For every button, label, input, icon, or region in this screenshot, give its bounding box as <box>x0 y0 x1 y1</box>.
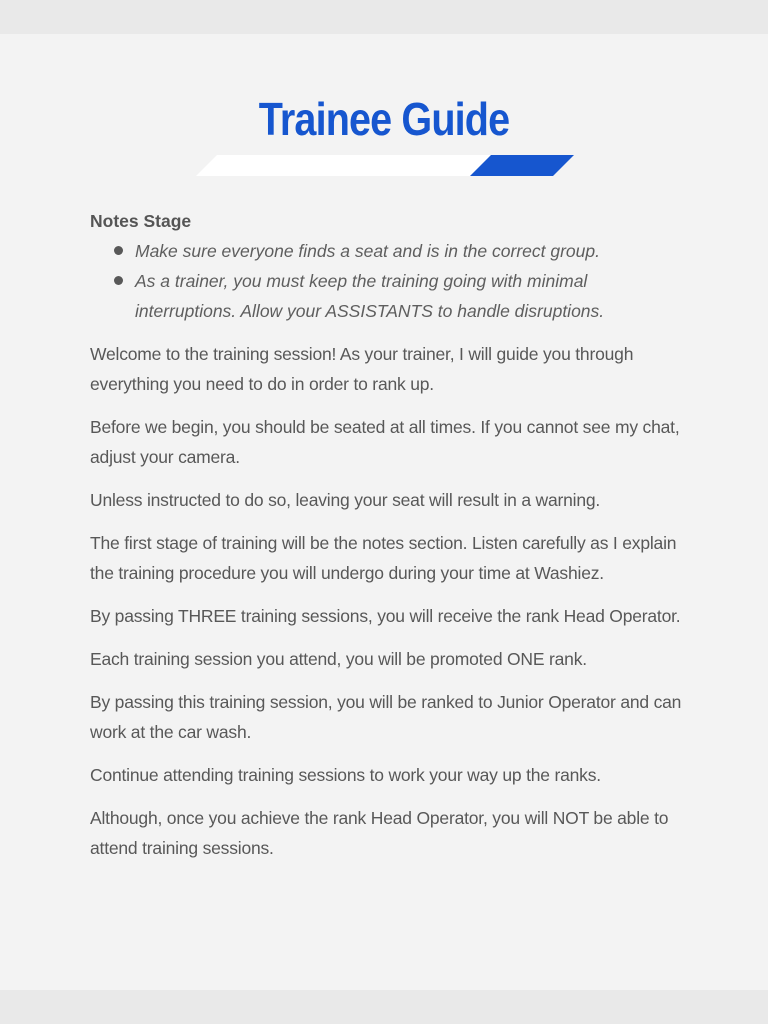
list-item <box>90 236 690 266</box>
note-text: As a trainer, you must keep the training going with minimal interruptions. Allow your ASSISTANTS to handle disruptions. <box>135 271 605 321</box>
bullet-icon <box>114 276 123 285</box>
paragraph-seating: Before we begin, you should be seated at all times. If you cannot see my chat, adjust your camera. <box>90 417 680 467</box>
bullet-icon <box>114 246 123 255</box>
notes-heading: Notes Stage <box>90 211 192 231</box>
paragraph-promotion: Each training session you attend, you will be promoted ONE rank. <box>90 649 587 669</box>
paragraph-continue: Continue attending training sessions to work your way up the ranks. <box>90 765 601 785</box>
list-item <box>90 266 690 326</box>
title-underline-decoration <box>196 155 574 176</box>
underline-light-segment <box>196 155 491 176</box>
paragraph-notes-section: The first stage of training will be the notes section. Listen carefully as I explain the training procedure you will undergo during your time at Washiez. <box>90 533 677 583</box>
document-page <box>0 34 768 990</box>
page-title: Trainee Guide <box>258 93 510 145</box>
guide-content <box>90 206 690 876</box>
paragraph-welcome: Welcome to the training session! As your trainer, I will guide you through everything you need to do in order to rank up. <box>90 344 634 394</box>
paragraph-junior-operator: By passing this training session, you will be ranked to Junior Operator and can work at the car wash. <box>90 692 682 742</box>
notes-list <box>90 236 690 326</box>
note-text: Make sure everyone finds a seat and is in the correct group. <box>135 241 600 261</box>
paragraph-head-operator: Although, once you achieve the rank Head Operator, you will NOT be able to attend training sessions. <box>90 808 669 858</box>
paragraph-three-sessions: By passing THREE training sessions, you will receive the rank Head Operator. <box>90 606 681 626</box>
paragraph-warning: Unless instructed to do so, leaving your seat will result in a warning. <box>90 490 601 510</box>
